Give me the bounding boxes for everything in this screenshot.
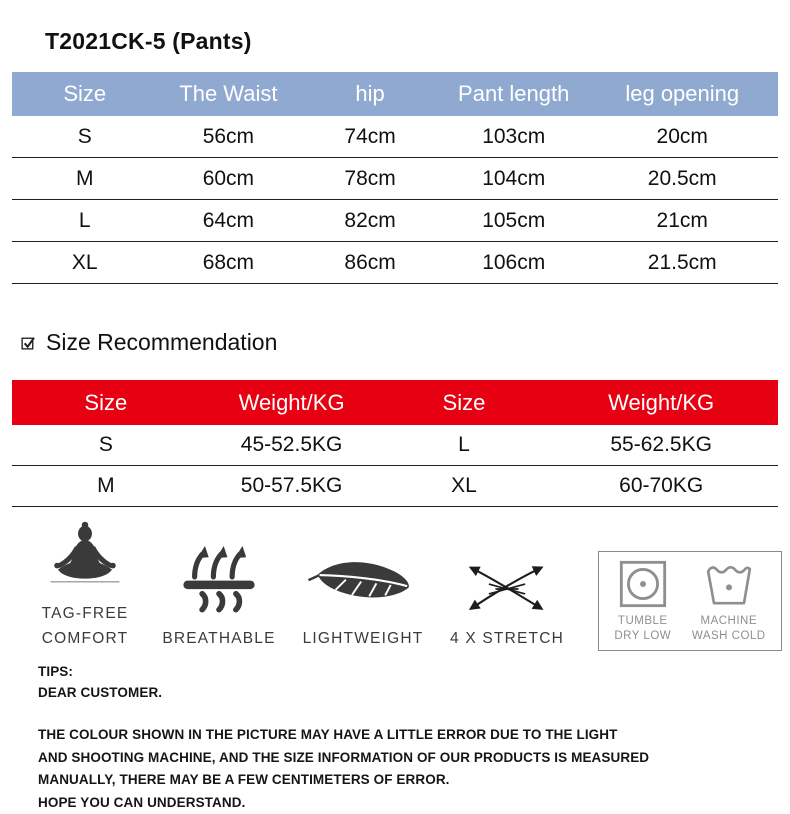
table-cell: 105cm [441, 200, 587, 242]
size-recommendation-label: Size Recommendation [46, 329, 278, 355]
table-cell: XL [12, 242, 158, 284]
table-cell: 45-52.5KG [200, 425, 384, 466]
table-cell: S [12, 425, 200, 466]
machine-wash-icon [704, 559, 754, 609]
table-cell: 60-70KG [544, 466, 778, 507]
feature-label: TAG-FREE COMFORT [41, 605, 129, 647]
table-cell: XL [383, 466, 544, 507]
weight-table-header-row [12, 380, 778, 425]
table-cell: 60cm [158, 158, 300, 200]
care-item-tumble-dry [614, 559, 671, 644]
size-table-header-leg-opening: leg opening [625, 81, 740, 106]
table-cell: L [12, 200, 158, 242]
size-measurements-table [12, 72, 778, 284]
table-cell: S [12, 116, 158, 158]
care-label: TUMBLE DRY LOW [614, 614, 672, 642]
care-label: MACHINE WASH COLD [691, 614, 766, 642]
table-cell: 82cm [299, 200, 441, 242]
table-cell: 21.5cm [586, 242, 778, 284]
feature-label: BREATHABLE [162, 630, 276, 647]
table-cell: M [12, 466, 200, 507]
table-cell: L [383, 425, 544, 466]
table-cell: 106cm [441, 242, 587, 284]
weight-table-header-size-1: Size [84, 389, 128, 415]
table-cell: 56cm [158, 116, 300, 158]
size-table-header-waist: The Waist [179, 81, 278, 106]
feature-label: 4 X STRETCH [450, 630, 564, 647]
weight-table-header-weight-2: Weight/KG [608, 389, 715, 415]
table-cell: 20cm [586, 116, 778, 158]
feature-label: LIGHTWEIGHT [302, 630, 424, 647]
checkbox-checked-icon [20, 334, 37, 351]
table-cell: 78cm [299, 158, 441, 200]
care-instructions-box [598, 551, 782, 651]
feature-icons-row [26, 521, 782, 651]
table-row [12, 466, 778, 507]
table-cell: 86cm [299, 242, 441, 284]
weight-table-header-size-2: Size [442, 389, 486, 415]
tips-section [38, 661, 790, 814]
weight-table-header-weight-1: Weight/KG [238, 389, 345, 415]
tips-heading: TIPS: [38, 664, 74, 679]
table-cell: 20.5cm [586, 158, 778, 200]
table-cell: 55-62.5KG [544, 425, 778, 466]
page-title: T2021CK-5 (Pants) [45, 28, 252, 54]
steam-arrows-icon [174, 543, 264, 622]
size-table-header-pant-length: Pant length [458, 81, 570, 106]
weight-recommendation-table [12, 380, 778, 507]
feature-tag-free-comfort [26, 521, 144, 651]
table-cell: 68cm [158, 242, 300, 284]
table-row [12, 158, 778, 200]
table-cell: 21cm [586, 200, 778, 242]
meditation-icon [44, 521, 126, 597]
table-cell: 50-57.5KG [200, 466, 384, 507]
table-row [12, 116, 778, 158]
feature-4x-stretch [438, 556, 576, 651]
table-cell: 74cm [299, 116, 441, 158]
table-cell: 103cm [441, 116, 587, 158]
table-row [12, 425, 778, 466]
tips-greeting: DEAR CUSTOMER. [38, 685, 163, 700]
stretch-arrows-icon [449, 556, 565, 622]
table-cell: M [12, 158, 158, 200]
size-table-header-hip: hip [355, 81, 385, 106]
feather-icon [304, 542, 422, 622]
tumble-dry-icon [618, 559, 668, 609]
table-row [12, 200, 778, 242]
table-row [12, 242, 778, 284]
table-cell: 104cm [441, 158, 587, 200]
size-table-header-row [12, 72, 778, 116]
table-cell: 64cm [158, 200, 300, 242]
tips-body: THE COLOUR SHOWN IN THE PICTURE MAY HAVE A LITTLE ERROR DUE TO THE LIGHT AND SHOOTING MACHINE, AND THE SIZE INFORMATION OF OUR PRODUCTS IS MEASURED MANUALLY, THERE MAY BE A FEW CENTIMETERS OF ERROR. HOPE YOU CAN UNDERSTAND. [38, 727, 650, 810]
size-recommendation-heading [20, 329, 790, 356]
care-item-machine-wash [692, 559, 766, 644]
size-table-header-size: Size [63, 81, 107, 106]
feature-breathable [156, 543, 282, 651]
feature-lightweight [292, 542, 434, 651]
